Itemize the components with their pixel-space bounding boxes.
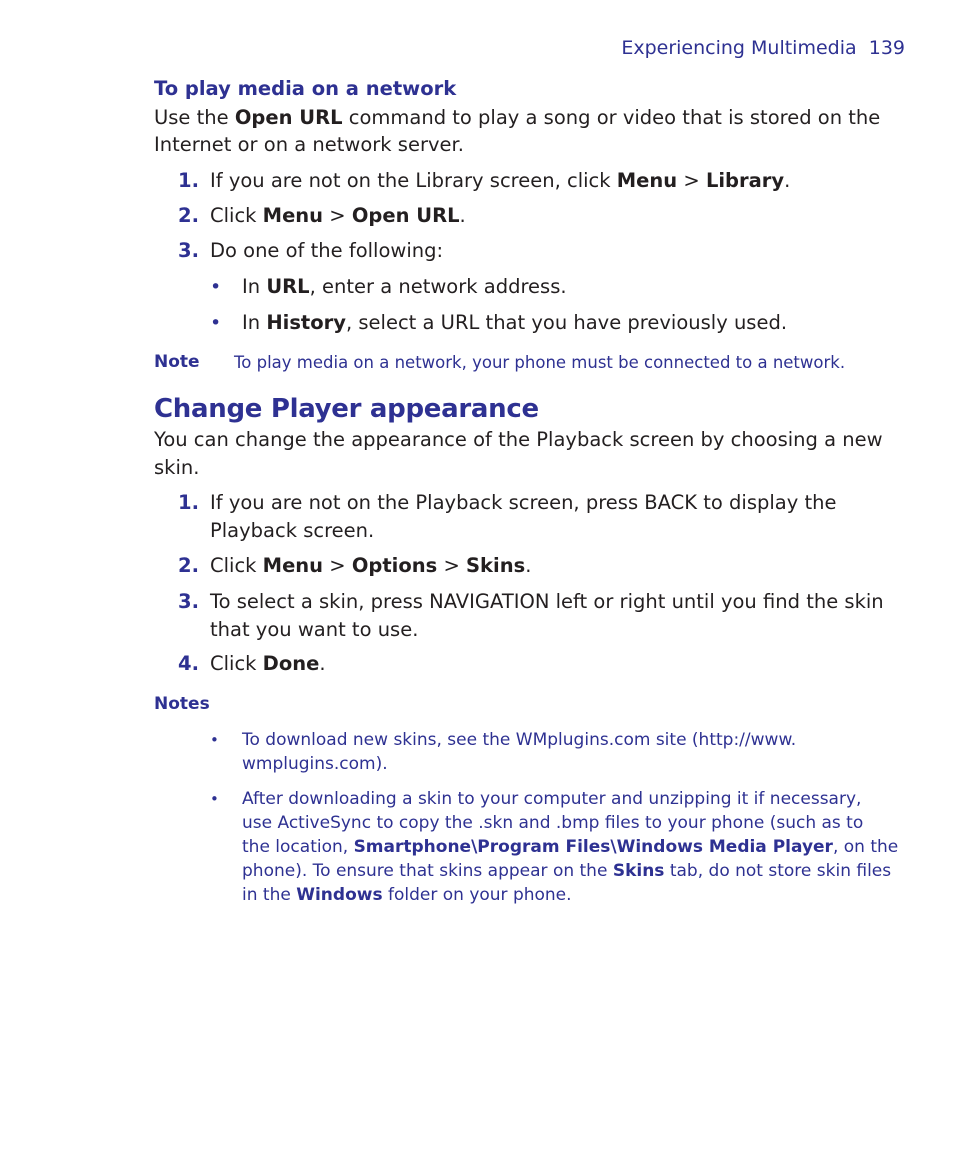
- appearance-step-3: 3. To select a skin, press NAVIGATION left or right until you find the skin that you want to use.: [178, 590, 884, 641]
- network-bullet-url: • In URL, enter a network address.: [210, 275, 567, 298]
- appearance-step-4: 4. Click Done.: [178, 652, 326, 675]
- windows-folder-term: Windows: [296, 885, 383, 905]
- section-title: Experiencing Multimedia: [621, 37, 857, 59]
- appearance-note-2: • After downloading a skin to your computer and unzipping it if necessary, use ActiveSync to copy the .skn and .bmp files to your phone (such as to the location, Smartphone\Program Files\Windows Media Player, on the phone). To ensure that skins appear on the Skins tab, do not store skin files in the Windows folder on your phone.: [210, 789, 899, 905]
- network-note-text: To play media on a network, your phone must be connected to a network.: [234, 353, 846, 372]
- running-header: [621, 37, 905, 59]
- page-number: 139: [868, 37, 905, 59]
- appearance-note-1: • To download new skins, see the WMplugins.com site (http://www. wmplugins.com).: [210, 730, 797, 774]
- network-bullet-history: • In History, select a URL that you have previously used.: [210, 311, 788, 334]
- network-heading: To play media on a network: [154, 77, 457, 100]
- bullet-icon: •: [210, 790, 219, 808]
- appearance-heading: Change Player appearance: [154, 394, 539, 424]
- appearance-step-1: 1. If you are not on the Playback screen, press BACK to display the Playback screen.: [178, 491, 837, 542]
- skins-tab-term: Skins: [612, 861, 665, 881]
- bullet-icon: •: [210, 731, 219, 749]
- network-note-label: Note: [154, 352, 200, 372]
- network-intro-line2: Internet or on a network server.: [154, 133, 464, 156]
- network-step-3: 3. Do one of the following:: [178, 239, 444, 262]
- network-step-2: 2. Click Menu > Open URL.: [178, 204, 466, 227]
- appearance-intro-line2: skin.: [154, 456, 200, 479]
- appearance-intro-line1: You can change the appearance of the Playback screen by choosing a new: [154, 428, 883, 451]
- bullet-icon: •: [210, 276, 222, 298]
- appearance-notes-label: Notes: [154, 694, 210, 714]
- bullet-icon: •: [210, 312, 222, 334]
- open-url-term: Open URL: [234, 106, 343, 129]
- network-intro-line1: Use the Open URL command to play a song or video that is stored on the: [154, 106, 881, 129]
- skin-path-term: Smartphone\Program Files\Windows Media Player: [353, 837, 833, 857]
- appearance-step-2: 2. Click Menu > Options > Skins.: [178, 554, 532, 577]
- network-step-1: 1. If you are not on the Library screen, click Menu > Library.: [178, 169, 791, 192]
